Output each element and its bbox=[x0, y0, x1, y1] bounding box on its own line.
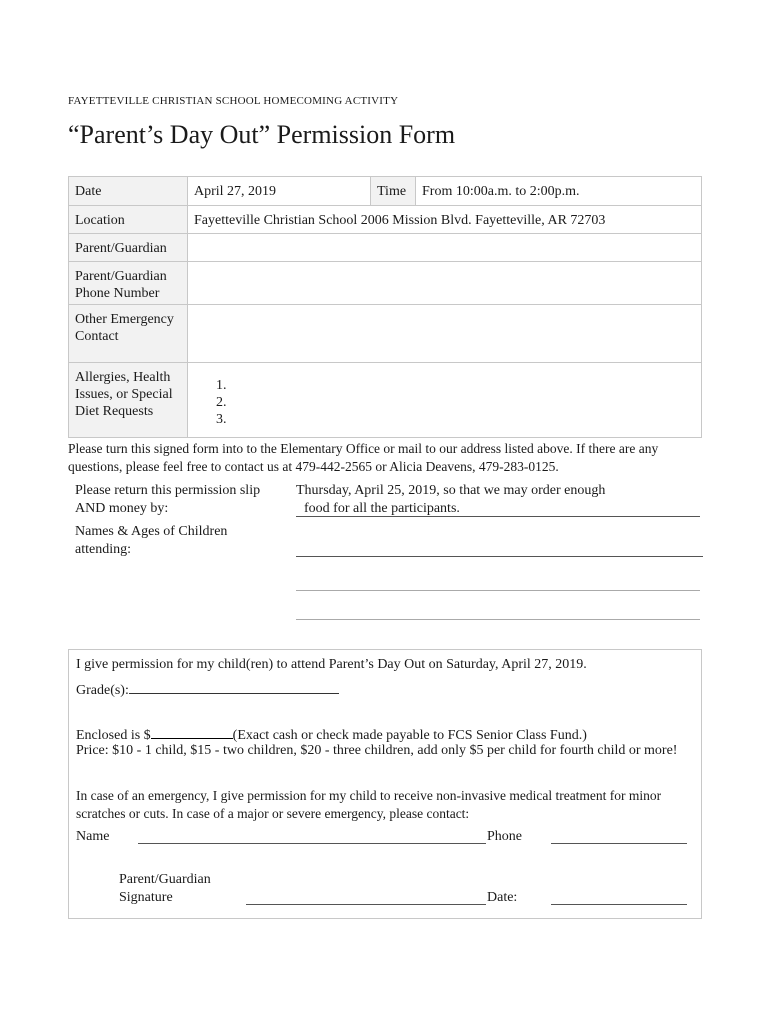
signature-date-label: Date: bbox=[487, 890, 518, 905]
children-line-3[interactable] bbox=[296, 619, 700, 620]
date-value: April 27, 2019 bbox=[188, 177, 371, 206]
allergies-label: Allergies, Health Issues, or Special Diet Requests bbox=[69, 363, 188, 438]
signature-label: Parent/Guardian Signature bbox=[119, 872, 211, 905]
permission-statement: I give permission for my child(ren) to attend Parent’s Day Out on Saturday, April 27, 2019. bbox=[76, 657, 587, 672]
emergency-contact-field[interactable] bbox=[188, 305, 702, 363]
allergies-field[interactable] bbox=[188, 363, 702, 438]
price-text: Price: $10 - 1 child, $15 - two children, $20 - three children, add only $5 per child for fourth child or more! bbox=[76, 743, 678, 758]
grades-row bbox=[76, 679, 339, 700]
time-label: Time bbox=[371, 177, 416, 206]
page-title: “Parent’s Day Out” Permission Form bbox=[68, 120, 456, 149]
allergy-item-1: 1. bbox=[216, 378, 227, 393]
contact-phone-label: Phone bbox=[487, 829, 522, 844]
return-deadline-line1: Thursday, April 25, 2019, so that we may order enough bbox=[296, 483, 606, 498]
contact-phone-line[interactable] bbox=[551, 843, 687, 844]
return-deadline-line2: food for all the participants. bbox=[304, 501, 460, 516]
allergy-item-3: 3. bbox=[216, 412, 227, 427]
guardian-phone-label: Parent/Guardian Phone Number bbox=[69, 262, 188, 305]
time-value: From 10:00a.m. to 2:00p.m. bbox=[416, 177, 702, 206]
children-line-2[interactable] bbox=[296, 590, 700, 591]
enclosed-prefix: Enclosed is $ bbox=[76, 728, 151, 743]
return-deadline bbox=[296, 482, 700, 518]
guardian-phone-field[interactable] bbox=[188, 262, 702, 305]
allergy-item-2: 2. bbox=[216, 395, 227, 410]
children-names-label: Names & Ages of Children attending: bbox=[75, 524, 228, 557]
signature-date-line[interactable] bbox=[551, 904, 687, 905]
event-info-table bbox=[68, 176, 702, 438]
enclosed-suffix: (Exact cash or check made payable to FCS Senior Class Fund.) bbox=[232, 728, 587, 743]
children-line-1[interactable] bbox=[296, 556, 703, 557]
location-value: Fayetteville Christian School 2006 Mission Blvd. Fayetteville, AR 72703 bbox=[188, 206, 702, 234]
contact-name-label: Name bbox=[76, 829, 110, 844]
activity-header: FAYETTEVILLE CHRISTIAN SCHOOL HOMECOMING ACTIVITY bbox=[68, 95, 399, 107]
amount-blank[interactable] bbox=[151, 724, 233, 739]
submission-note: Please turn this signed form into to the Elementary Office or mail to our address listed above. If there are any questions, please feel free to contact us at 479-442-2565 or Alicia Deavens, 479-283-0125. bbox=[68, 441, 659, 474]
guardian-field[interactable] bbox=[188, 234, 702, 262]
grades-blank[interactable] bbox=[129, 679, 339, 694]
emergency-contact-label: Other Emergency Contact bbox=[69, 305, 188, 363]
location-label: Location bbox=[69, 206, 188, 234]
return-by-label: Please return this permission slip AND money by: bbox=[75, 483, 261, 516]
deadline-underline bbox=[296, 516, 700, 517]
contact-name-line[interactable] bbox=[138, 843, 486, 844]
date-label: Date bbox=[69, 177, 188, 206]
permission-section bbox=[68, 649, 702, 919]
emergency-treatment-text: In case of an emergency, I give permission for my child to receive non-invasive medical treatment for minor scratches or cuts. In case of a major or severe emergency, please contact: bbox=[76, 788, 662, 821]
guardian-label: Parent/Guardian bbox=[69, 234, 188, 262]
grades-label: Grade(s): bbox=[76, 683, 129, 698]
signature-line[interactable] bbox=[246, 904, 486, 905]
